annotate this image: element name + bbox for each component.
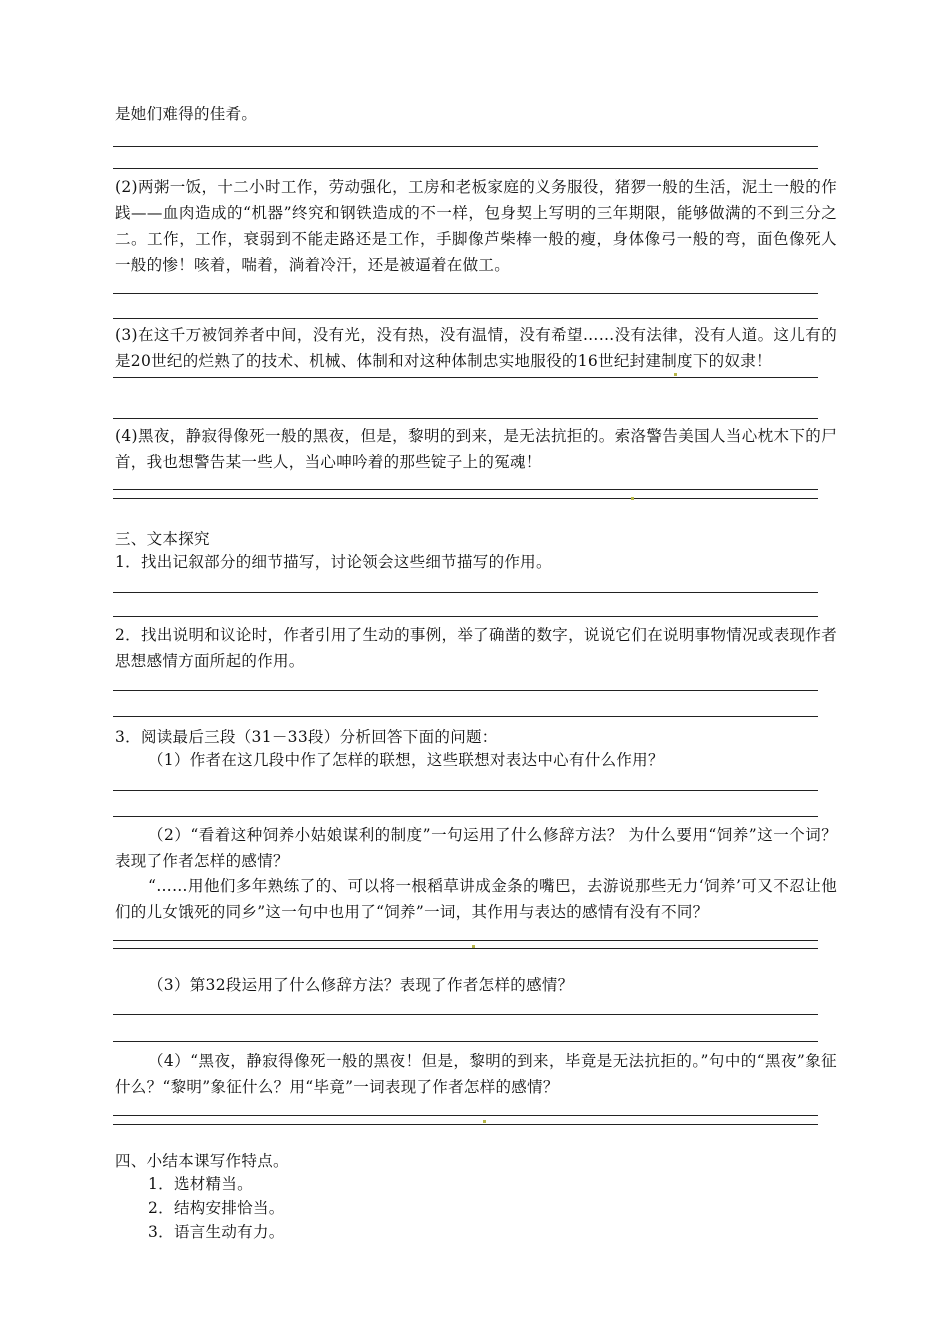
section-4-heading: 四、小结本课写作特点。 <box>115 1152 289 1170</box>
question-3-2-quote: “……用他们多年熟练了的、可以将一根稻草讲成金条的嘴巴，去游说那些无力‘饲养’可又不忍让他们的儿女饿死的同乡”这一句中也用了“饲养”一词，其作用与表达的感情有没有不同？ <box>115 877 837 921</box>
answer-line[interactable] <box>113 592 818 593</box>
section-3-heading: 三、文本探究 <box>115 530 210 548</box>
summary-point-2: 2．结构安排恰当。 <box>148 1199 285 1217</box>
question-1: 1．找出记叙部分的细节描写，讨论领会这些细节描写的作用。 <box>115 553 552 571</box>
answer-line[interactable] <box>113 498 818 499</box>
answer-line[interactable] <box>113 1014 818 1015</box>
question-2: 2．找出说明和议论时，作者引用了生动的事例，举了确凿的数字，说说它们在说明事物情况或表现作者思想感情方面所起的作用。 <box>115 626 837 670</box>
answer-line[interactable] <box>113 690 818 691</box>
quote-item-4: (4)黑夜，静寂得像死一般的黑夜，但是，黎明的到来，是无法抗拒的。索洛警告美国人当心枕木下的尸首，我也想警告某一些人，当心呻吟着的那些锭子上的冤魂！ <box>115 427 837 471</box>
question-3-3: （3）第32段运用了什么修辞方法？表现了作者怎样的感情？ <box>148 976 574 994</box>
answer-line[interactable] <box>113 1115 818 1116</box>
answer-line[interactable] <box>113 377 818 378</box>
paragraph-fragment: 是她们难得的佳肴。 <box>115 105 258 123</box>
answer-line[interactable] <box>113 940 818 941</box>
answer-line[interactable] <box>113 948 818 949</box>
answer-line[interactable] <box>113 616 818 617</box>
answer-line[interactable] <box>113 418 818 419</box>
summary-point-3: 3．语言生动有力。 <box>148 1223 285 1241</box>
marker-dot <box>472 945 475 948</box>
question-3-2: （2）“看着这种饲养小姑娘谋利的制度”一句运用了什么修辞方法？ 为什么要用“饲养”这一个词？表现了作者怎样的感情？ <box>115 826 837 870</box>
answer-line[interactable] <box>113 318 818 319</box>
question-3: 3．阅读最后三段（31－33段）分析回答下面的问题： <box>115 728 498 746</box>
question-3-4: （4）“黑夜，静寂得像死一般的黑夜！但是，黎明的到来，毕竟是无法抗拒的。”句中的“黑夜”象征什么？“黎明”象征什么？用“毕竟”一词表现了作者怎样的感情？ <box>115 1052 837 1096</box>
answer-line[interactable] <box>113 816 818 817</box>
answer-line[interactable] <box>113 1124 818 1125</box>
answer-line[interactable] <box>113 489 818 490</box>
quote-item-2: (2)两粥一饭，十二小时工作，劳动强化，工房和老板家庭的义务服役，猪猡一般的生活，泥土一般的作践——血肉造成的“机器”终究和钢铁造成的不一样，包身契上写明的三年期限，能够做满的不到三分之二。工作，工作，衰弱到不能走路还是工作，手脚像芦柴棒一般的瘦，身体像弓一般的弯，面色像死人一般的惨！咳着，喘着，淌着冷汗，还是被逼着在做工。 <box>115 178 837 274</box>
answer-line[interactable] <box>113 790 818 791</box>
marker-dot <box>631 497 634 500</box>
answer-line[interactable] <box>113 1041 818 1042</box>
answer-line[interactable] <box>113 168 818 169</box>
answer-line[interactable] <box>113 146 818 147</box>
summary-point-1: 1．选材精当。 <box>148 1175 253 1193</box>
answer-line[interactable] <box>113 716 818 717</box>
marker-dot <box>674 373 677 376</box>
answer-line[interactable] <box>113 293 818 294</box>
quote-item-3: (3)在这千万被饲养者中间，没有光，没有热，没有温情，没有希望……没有法律，没有人道。这儿有的是20世纪的烂熟了的技术、机械、体制和对这种体制忠实地服役的16世纪封建制度下的奴隶！ <box>115 326 837 370</box>
question-3-1: （1）作者在这几段中作了怎样的联想，这些联想对表达中心有什么作用？ <box>148 751 664 769</box>
marker-dot <box>483 1120 486 1123</box>
